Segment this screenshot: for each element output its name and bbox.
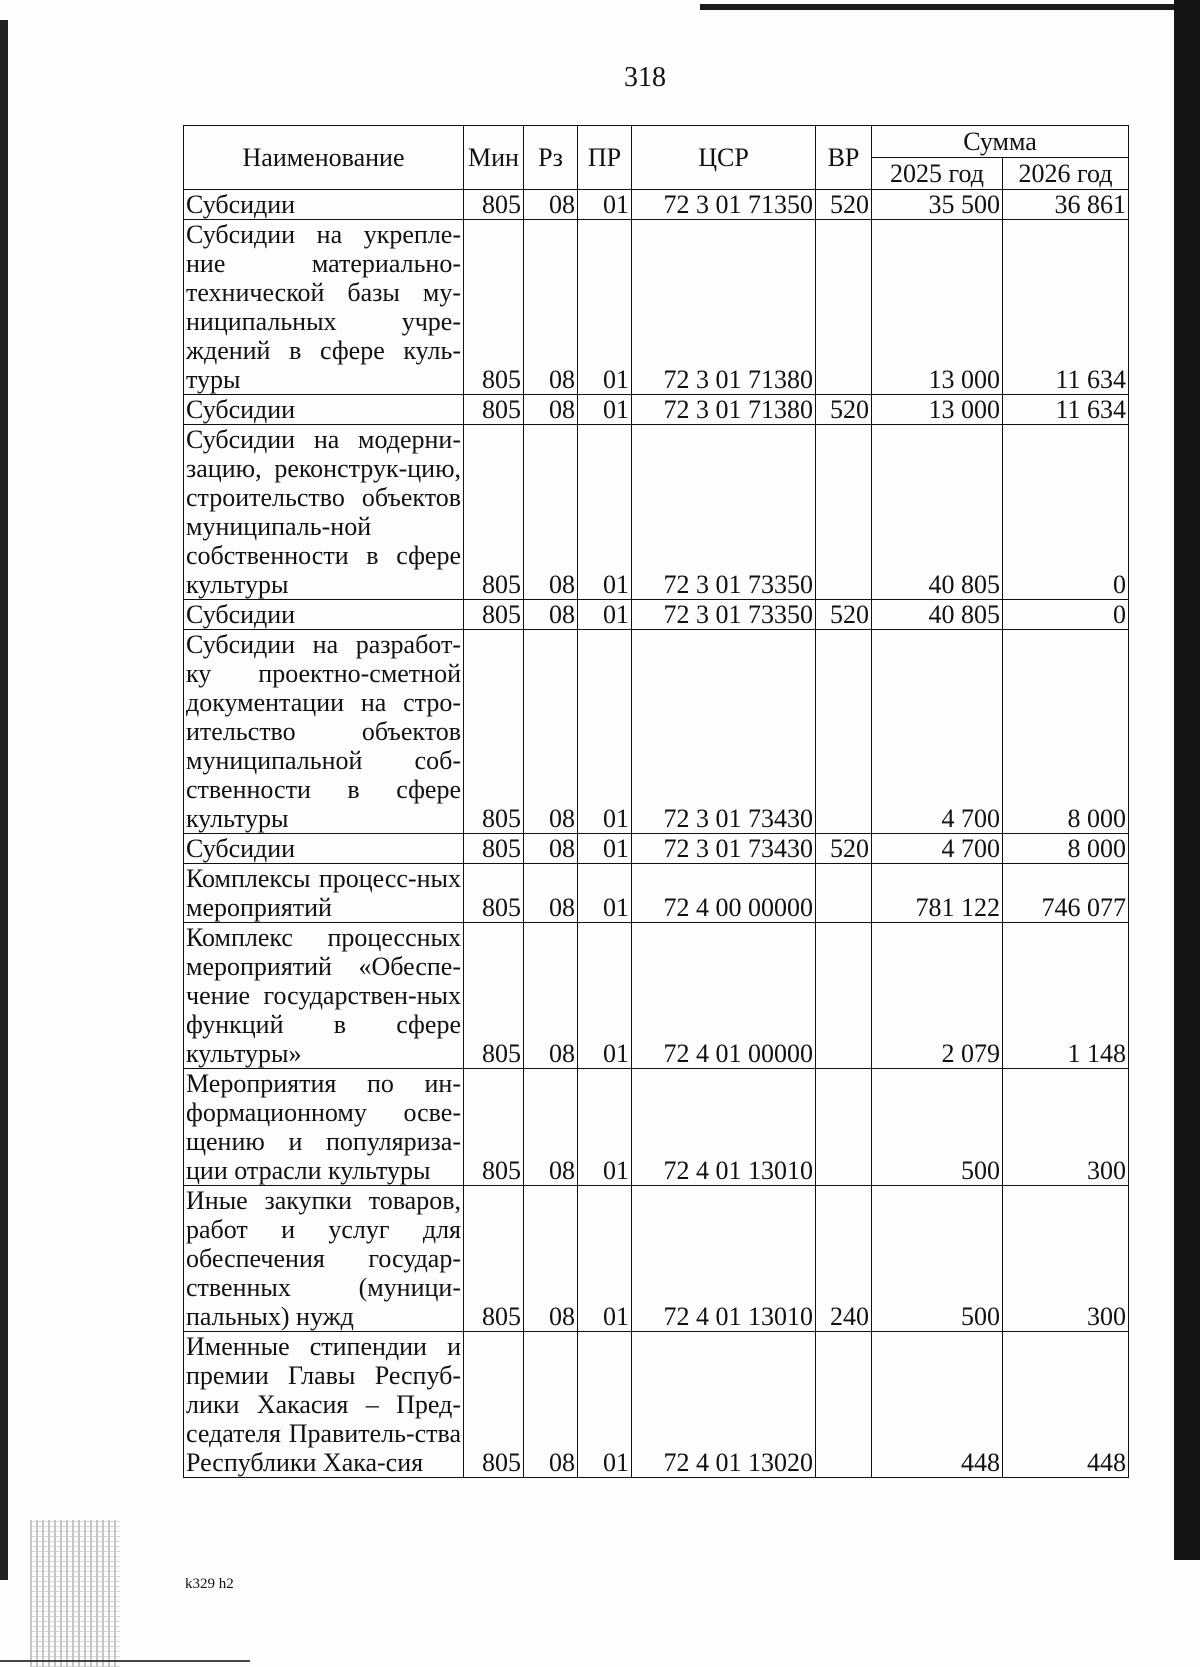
table-row [184, 1069, 1129, 1186]
cell-csr: 72 3 01 73350 [632, 425, 816, 600]
cell-y2025: 2 079 [872, 923, 1003, 1069]
table-header [184, 126, 1129, 190]
cell-rz: 08 [524, 395, 578, 425]
cell-min: 805 [464, 864, 524, 923]
footer-code: k329 h2 [185, 1576, 234, 1592]
cell-csr: 72 4 01 13020 [632, 1332, 816, 1478]
cell-y2025: 4 700 [872, 834, 1003, 864]
cell-vr: 520 [816, 834, 872, 864]
header-year-2026: 2026 год [1003, 158, 1129, 190]
cell-rz: 08 [524, 1069, 578, 1186]
cell-rz: 08 [524, 834, 578, 864]
cell-csr: 72 3 01 71380 [632, 220, 816, 395]
cell-min: 805 [464, 834, 524, 864]
cell-name: Комплексы процесс-ных мероприятий [184, 864, 464, 923]
cell-name: Субсидии на модерни-зацию, реконструк-цию, строительство объектов муниципаль-ной собственности в сфере культуры [184, 425, 464, 600]
cell-pr: 01 [578, 425, 632, 600]
cell-y2026: 8 000 [1003, 834, 1129, 864]
header-name: Наименование [184, 126, 464, 190]
cell-rz: 08 [524, 190, 578, 220]
cell-pr: 01 [578, 864, 632, 923]
cell-rz: 08 [524, 630, 578, 834]
cell-vr [816, 864, 872, 923]
cell-pr: 01 [578, 630, 632, 834]
cell-y2025: 35 500 [872, 190, 1003, 220]
cell-y2026: 11 634 [1003, 395, 1129, 425]
cell-rz: 08 [524, 1186, 578, 1332]
scan-edge-right [1174, 0, 1200, 1560]
cell-name: Иные закупки товаров, работ и услуг для обеспечения государ-ственных (муници-пальных) нужд [184, 1186, 464, 1332]
scan-noise [30, 1520, 120, 1667]
cell-vr [816, 1332, 872, 1478]
cell-pr: 01 [578, 1069, 632, 1186]
cell-vr [816, 1069, 872, 1186]
table-row [184, 600, 1129, 630]
cell-vr [816, 630, 872, 834]
cell-csr: 72 3 01 73430 [632, 630, 816, 834]
cell-name: Субсидии на разработ-ку проектно-сметной документации на стро-ительство объектов муниципальной соб-ственности в сфере культуры [184, 630, 464, 834]
cell-csr: 72 4 01 00000 [632, 923, 816, 1069]
cell-min: 805 [464, 630, 524, 834]
table-row [184, 190, 1129, 220]
cell-pr: 01 [578, 190, 632, 220]
cell-name: Субсидии [184, 395, 464, 425]
cell-y2026: 1 148 [1003, 923, 1129, 1069]
cell-min: 805 [464, 923, 524, 1069]
table-row [184, 425, 1129, 600]
cell-y2026: 300 [1003, 1069, 1129, 1186]
cell-y2026: 746 077 [1003, 864, 1129, 923]
header-csr: ЦСР [632, 126, 816, 190]
cell-csr: 72 3 01 73350 [632, 600, 816, 630]
cell-csr: 72 3 01 71380 [632, 395, 816, 425]
table-row [184, 923, 1129, 1069]
cell-min: 805 [464, 600, 524, 630]
cell-rz: 08 [524, 923, 578, 1069]
cell-name: Субсидии [184, 190, 464, 220]
cell-y2026: 11 634 [1003, 220, 1129, 395]
cell-name: Субсидии [184, 600, 464, 630]
cell-min: 805 [464, 220, 524, 395]
cell-min: 805 [464, 395, 524, 425]
cell-vr: 240 [816, 1186, 872, 1332]
scan-edge-top [700, 4, 1174, 10]
cell-csr: 72 4 00 00000 [632, 864, 816, 923]
cell-vr: 520 [816, 190, 872, 220]
scan-edge-bottom [0, 1660, 250, 1662]
header-vr: ВР [816, 126, 872, 190]
cell-min: 805 [464, 425, 524, 600]
cell-y2025: 4 700 [872, 630, 1003, 834]
cell-y2026: 8 000 [1003, 630, 1129, 834]
table-row [184, 834, 1129, 864]
cell-min: 805 [464, 1186, 524, 1332]
budget-table [183, 125, 1129, 1478]
table-row [184, 1332, 1129, 1478]
cell-y2026: 448 [1003, 1332, 1129, 1478]
cell-pr: 01 [578, 220, 632, 395]
table-row [184, 1186, 1129, 1332]
cell-y2026: 300 [1003, 1186, 1129, 1332]
cell-min: 805 [464, 1332, 524, 1478]
cell-min: 805 [464, 190, 524, 220]
cell-y2025: 40 805 [872, 425, 1003, 600]
cell-csr: 72 4 01 13010 [632, 1069, 816, 1186]
header-year-2025: 2025 год [872, 158, 1003, 190]
header-sum: Сумма [872, 126, 1129, 158]
cell-vr [816, 425, 872, 600]
cell-y2026: 0 [1003, 600, 1129, 630]
cell-y2025: 781 122 [872, 864, 1003, 923]
cell-name: Именные стипендии и премии Главы Респуб-лики Хакасия – Пред-седателя Правитель-ства Республики Хака-сия [184, 1332, 464, 1478]
cell-name: Комплекс процессных мероприятий «Обеспе-чение государствен-ных функций в сфере культуры» [184, 923, 464, 1069]
cell-y2026: 0 [1003, 425, 1129, 600]
cell-y2025: 448 [872, 1332, 1003, 1478]
cell-name: Мероприятия по ин-формационному осве-щению и популяриза-ции отрасли культуры [184, 1069, 464, 1186]
cell-rz: 08 [524, 220, 578, 395]
cell-pr: 01 [578, 923, 632, 1069]
header-pr: ПР [578, 126, 632, 190]
cell-vr: 520 [816, 395, 872, 425]
cell-min: 805 [464, 1069, 524, 1186]
cell-y2026: 36 861 [1003, 190, 1129, 220]
cell-y2025: 500 [872, 1186, 1003, 1332]
table-row [184, 395, 1129, 425]
cell-vr [816, 220, 872, 395]
cell-pr: 01 [578, 834, 632, 864]
cell-pr: 01 [578, 1332, 632, 1478]
cell-rz: 08 [524, 600, 578, 630]
cell-csr: 72 3 01 71350 [632, 190, 816, 220]
cell-name: Субсидии [184, 834, 464, 864]
cell-name: Субсидии на укрепле-ние материально-технической базы му-ниципальных учре-ждений в сфере куль-туры [184, 220, 464, 395]
cell-rz: 08 [524, 1332, 578, 1478]
cell-csr: 72 3 01 73430 [632, 834, 816, 864]
table-body [184, 190, 1129, 1478]
cell-vr: 520 [816, 600, 872, 630]
page-number: 318 [624, 62, 666, 93]
table-row [184, 630, 1129, 834]
cell-pr: 01 [578, 1186, 632, 1332]
cell-y2025: 13 000 [872, 395, 1003, 425]
cell-pr: 01 [578, 395, 632, 425]
scan-edge-left [0, 20, 8, 1580]
cell-y2025: 13 000 [872, 220, 1003, 395]
cell-y2025: 500 [872, 1069, 1003, 1186]
cell-rz: 08 [524, 864, 578, 923]
cell-y2025: 40 805 [872, 600, 1003, 630]
header-min: Мин [464, 126, 524, 190]
cell-csr: 72 4 01 13010 [632, 1186, 816, 1332]
cell-rz: 08 [524, 425, 578, 600]
table-row [184, 864, 1129, 923]
table-row [184, 220, 1129, 395]
header-rz: Рз [524, 126, 578, 190]
cell-vr [816, 923, 872, 1069]
cell-pr: 01 [578, 600, 632, 630]
